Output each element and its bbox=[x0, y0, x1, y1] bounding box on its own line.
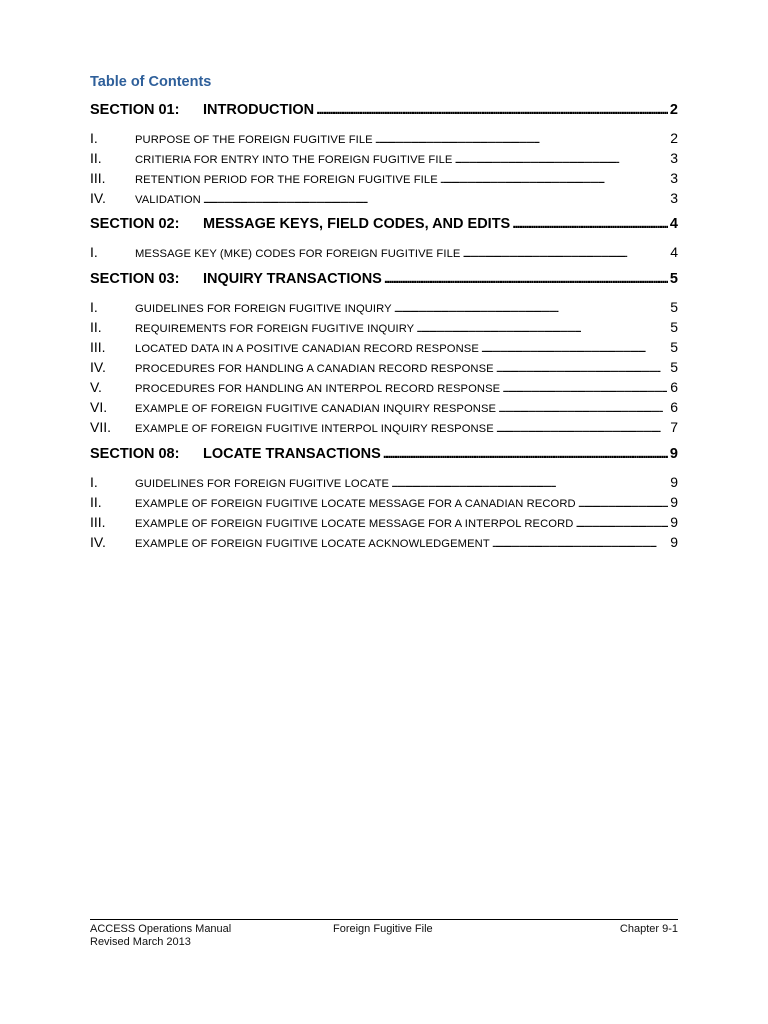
toc-title: Table of Contents bbox=[90, 74, 212, 90]
leader-dots bbox=[454, 154, 668, 166]
item-number: II. bbox=[90, 150, 102, 166]
leader-dots bbox=[462, 248, 668, 260]
item-title: PROCEDURES FOR HANDLING A CANADIAN RECORD RESPONSE bbox=[135, 363, 494, 375]
document-page bbox=[90, 0, 678, 1024]
page-number: 5 bbox=[670, 339, 678, 355]
page-number: 5 bbox=[670, 359, 678, 375]
leader-dots bbox=[203, 194, 668, 206]
toc-item[interactable] bbox=[90, 244, 678, 260]
footer-manual-name: ACCESS Operations Manual bbox=[90, 923, 232, 935]
footer-revised-date: Revised March 2013 bbox=[90, 936, 191, 948]
page-number: 5 bbox=[670, 319, 678, 335]
page-number: 4 bbox=[669, 216, 678, 232]
toc-item[interactable] bbox=[90, 130, 678, 146]
leader-dots bbox=[502, 383, 668, 395]
leader-dots bbox=[384, 271, 668, 287]
page-number: 2 bbox=[670, 130, 678, 146]
item-title: EXAMPLE OF FOREIGN FUGITIVE LOCATE MESSAGE FOR A CANADIAN RECORD bbox=[135, 498, 576, 510]
toc-item[interactable] bbox=[90, 190, 678, 206]
leader-dots bbox=[496, 363, 668, 375]
footer-rule bbox=[90, 919, 678, 920]
toc-item[interactable] bbox=[90, 359, 678, 375]
page-number: 9 bbox=[670, 494, 678, 510]
page-number: 5 bbox=[669, 271, 678, 287]
leader-dots bbox=[416, 323, 668, 335]
item-number: IV. bbox=[90, 534, 106, 550]
page-number: 9 bbox=[670, 534, 678, 550]
page-number: 2 bbox=[669, 102, 678, 118]
leader-dots bbox=[440, 174, 668, 186]
page-footer bbox=[90, 919, 678, 948]
section-number: SECTION 08: bbox=[90, 446, 180, 462]
toc-item[interactable] bbox=[90, 399, 678, 415]
item-title: CRITIERIA FOR ENTRY INTO THE FOREIGN FUGITIVE FILE bbox=[135, 154, 453, 166]
toc-item[interactable] bbox=[90, 379, 678, 395]
leader-dots bbox=[375, 134, 668, 146]
item-title: GUIDELINES FOR FOREIGN FUGITIVE LOCATE bbox=[135, 478, 390, 490]
leader-dots bbox=[498, 403, 668, 415]
toc-item[interactable] bbox=[90, 339, 678, 355]
item-number: III. bbox=[90, 339, 106, 355]
toc-item[interactable] bbox=[90, 534, 678, 550]
leader-dots bbox=[578, 498, 668, 510]
section-title: INQUIRY TRANSACTIONS bbox=[203, 271, 382, 287]
page-number: 6 bbox=[670, 399, 678, 415]
item-title: EXAMPLE OF FOREIGN FUGITIVE LOCATE MESSAGE FOR A INTERPOL RECORD bbox=[135, 518, 574, 530]
item-title: EXAMPLE OF FOREIGN FUGITIVE LOCATE ACKNOWLEDGEMENT bbox=[135, 538, 490, 550]
page-number: 9 bbox=[670, 514, 678, 530]
item-number: I. bbox=[90, 244, 98, 260]
page-number: 3 bbox=[670, 190, 678, 206]
item-title: VALIDATION bbox=[135, 194, 201, 206]
section-number: SECTION 02: bbox=[90, 216, 180, 232]
item-title: LOCATED DATA IN A POSITIVE CANADIAN RECORD RESPONSE bbox=[135, 343, 479, 355]
leader-dots bbox=[316, 102, 668, 118]
leader-dots bbox=[575, 518, 668, 530]
page-number: 7 bbox=[670, 419, 678, 435]
item-title: PURPOSE OF THE FOREIGN FUGITIVE FILE bbox=[135, 134, 373, 146]
item-title: PROCEDURES FOR HANDLING AN INTERPOL RECORD RESPONSE bbox=[135, 383, 501, 395]
item-number: II. bbox=[90, 319, 102, 335]
page-number: 9 bbox=[669, 446, 678, 462]
item-title: RETENTION PERIOD FOR THE FOREIGN FUGITIVE FILE bbox=[135, 174, 438, 186]
leader-dots bbox=[481, 343, 668, 355]
item-title: EXAMPLE OF FOREIGN FUGITIVE INTERPOL INQUIRY RESPONSE bbox=[135, 423, 494, 435]
item-number: VII. bbox=[90, 419, 112, 435]
page-number: 5 bbox=[670, 299, 678, 315]
page-number: 3 bbox=[670, 150, 678, 166]
toc-section-03[interactable] bbox=[90, 271, 678, 287]
section-title: MESSAGE KEYS, FIELD CODES, AND EDITS bbox=[203, 216, 511, 232]
page-number: 3 bbox=[670, 170, 678, 186]
toc-section-02[interactable] bbox=[90, 216, 678, 232]
leader-dots bbox=[496, 423, 668, 435]
toc-section-08[interactable] bbox=[90, 446, 678, 462]
footer-row bbox=[90, 923, 678, 948]
toc-item[interactable] bbox=[90, 419, 678, 435]
leader-dots bbox=[492, 538, 668, 550]
item-number: VI. bbox=[90, 399, 108, 415]
section-number: SECTION 03: bbox=[90, 271, 180, 287]
item-number: IV. bbox=[90, 190, 106, 206]
item-number: III. bbox=[90, 514, 106, 530]
page-number: 6 bbox=[670, 379, 678, 395]
item-number: I. bbox=[90, 130, 98, 146]
page-number: 9 bbox=[670, 474, 678, 490]
toc-item[interactable] bbox=[90, 170, 678, 186]
toc-item[interactable] bbox=[90, 150, 678, 166]
footer-chapter: Chapter 9-1 bbox=[619, 923, 678, 935]
page-number: 4 bbox=[670, 244, 678, 260]
toc-item[interactable] bbox=[90, 514, 678, 530]
item-title: GUIDELINES FOR FOREIGN FUGITIVE INQUIRY bbox=[135, 303, 392, 315]
footer-file-name: Foreign Fugitive File bbox=[333, 923, 433, 935]
toc-item[interactable] bbox=[90, 319, 678, 335]
toc-item[interactable] bbox=[90, 474, 678, 490]
item-number: I. bbox=[90, 299, 98, 315]
item-title: EXAMPLE OF FOREIGN FUGITIVE CANADIAN INQUIRY RESPONSE bbox=[135, 403, 497, 415]
section-number: SECTION 01: bbox=[90, 102, 180, 118]
leader-dots bbox=[383, 446, 668, 462]
toc-item[interactable] bbox=[90, 494, 678, 510]
item-number: II. bbox=[90, 494, 102, 510]
section-title: LOCATE TRANSACTIONS bbox=[203, 446, 381, 462]
item-title: MESSAGE KEY (MKE) CODES FOR FOREIGN FUGITIVE FILE bbox=[135, 248, 461, 260]
leader-dots bbox=[394, 303, 669, 315]
item-number: I. bbox=[90, 474, 98, 490]
leader-dots bbox=[512, 216, 668, 232]
item-number: III. bbox=[90, 170, 106, 186]
toc-item[interactable] bbox=[90, 299, 678, 315]
toc-section-01[interactable] bbox=[90, 102, 678, 118]
leader-dots bbox=[391, 478, 668, 490]
item-number: V. bbox=[90, 379, 102, 395]
item-number: IV. bbox=[90, 359, 106, 375]
section-title: INTRODUCTION bbox=[203, 102, 315, 118]
item-title: REQUIREMENTS FOR FOREIGN FUGITIVE INQUIRY bbox=[135, 323, 415, 335]
